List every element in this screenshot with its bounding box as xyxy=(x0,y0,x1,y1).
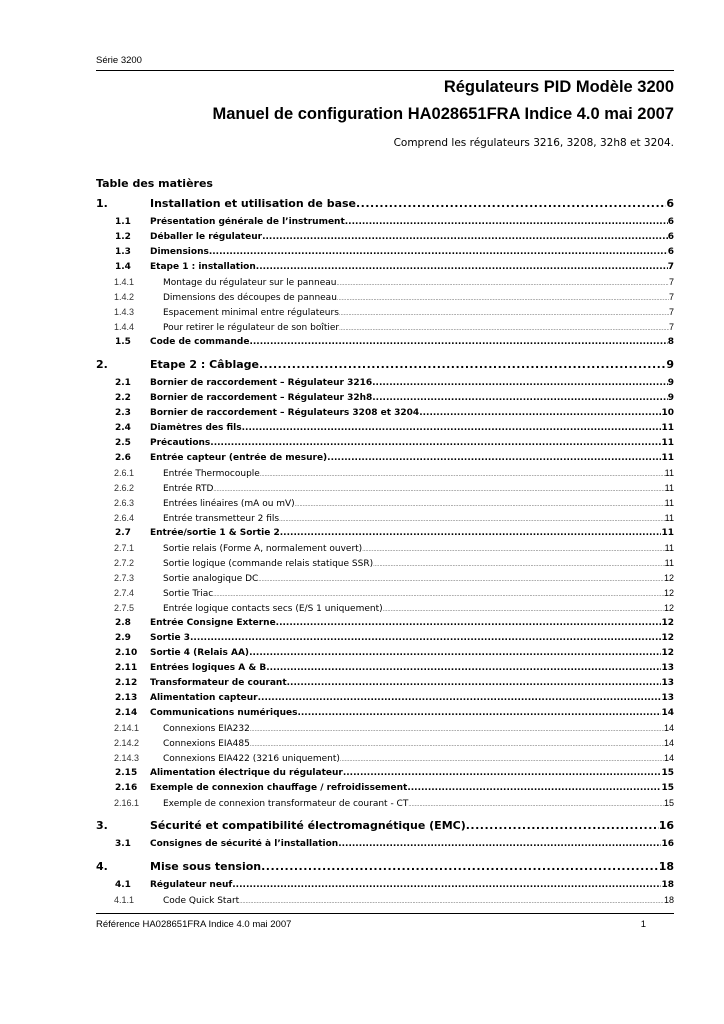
toc-entry-number: 1.5 xyxy=(115,337,131,347)
toc-entry-label: Exemple de connexion transformateur de courant - CT xyxy=(163,799,409,809)
toc-entry-2-14-2[interactable] xyxy=(96,738,674,752)
toc-entry-label: Installation et utilisation de base xyxy=(150,197,356,210)
toc-entry-label: Code de commande xyxy=(150,337,250,347)
toc-entry-number: 2.9 xyxy=(115,633,131,643)
toc-entry-page: 7 xyxy=(668,292,674,302)
toc-entry-label: Etape 2 : Câblage xyxy=(150,358,259,371)
toc-entry-2-11[interactable] xyxy=(96,663,674,677)
toc-entry-page: 16 xyxy=(661,839,674,849)
toc-leader-dots xyxy=(261,860,659,873)
toc-entry-2-7-2[interactable] xyxy=(96,558,674,572)
header-divider xyxy=(96,70,674,71)
toc-entry-3[interactable] xyxy=(96,819,674,835)
toc-leader-dots xyxy=(239,899,664,905)
toc-entry-number: 1.3 xyxy=(115,247,131,257)
toc-entry-2-16-1[interactable] xyxy=(96,798,674,812)
toc-entry-number: 2.3 xyxy=(115,408,131,418)
toc-leader-dots xyxy=(343,768,662,778)
toc-entry-2-7-5[interactable] xyxy=(96,603,674,617)
footer-page-number: 1 xyxy=(640,919,646,930)
toc-entry-label: Espacement minimal entre régulateurs xyxy=(163,308,339,318)
toc-entry-2-5[interactable] xyxy=(96,438,674,452)
toc-entry-label: Sortie logique (commande relais statique SSR) xyxy=(163,559,374,569)
document-scope-note: Comprend les régulateurs 3216, 3208, 32h8 et 3204. xyxy=(393,137,674,149)
toc-entry-label: Entrée RTD xyxy=(163,484,214,494)
toc-leader-dots xyxy=(466,819,659,832)
toc-entry-page: 16 xyxy=(658,819,674,832)
toc-entry-number: 2.8 xyxy=(115,618,131,628)
toc-entry-page: 9 xyxy=(666,358,674,371)
toc-entry-page: 6 xyxy=(667,217,674,227)
toc-leader-dots xyxy=(407,783,661,793)
toc-entry-page: 8 xyxy=(667,337,674,347)
toc-entry-page: 11 xyxy=(664,558,674,568)
toc-leader-dots xyxy=(295,502,665,508)
toc-entry-page: 14 xyxy=(663,738,674,748)
series-header: Série 3200 xyxy=(96,55,142,66)
toc-entry-4[interactable] xyxy=(96,860,674,876)
document-title: Régulateurs PID Modèle 3200 xyxy=(443,78,674,96)
toc-entry-number: 2.15 xyxy=(115,768,138,778)
toc-entry-2-8[interactable] xyxy=(96,618,674,632)
toc-leader-dots xyxy=(372,378,668,388)
toc-entry-page: 7 xyxy=(668,307,674,317)
toc-leader-dots xyxy=(345,217,668,227)
toc-entry-2[interactable] xyxy=(96,358,674,374)
toc-entry-1-4-4[interactable] xyxy=(96,322,674,336)
toc-entry-label: Dimensions des découpes de panneau xyxy=(163,293,337,303)
toc-entry-label: Dimensions xyxy=(150,247,209,257)
toc-entry-2-6-3[interactable] xyxy=(96,498,674,512)
toc-leader-dots xyxy=(287,678,662,688)
toc-entry-2-16[interactable] xyxy=(96,783,674,797)
toc-entry-page: 9 xyxy=(667,393,674,403)
toc-entry-number: 1.4.4 xyxy=(114,322,135,332)
toc-entry-number: 4. xyxy=(96,860,108,873)
footer-divider xyxy=(96,913,674,914)
toc-leader-dots xyxy=(339,326,669,332)
toc-entry-label: Déballer le régulateur xyxy=(150,232,263,242)
toc-entry-label: Entrée transmetteur 2 fils xyxy=(163,514,280,524)
toc-entry-number: 1.1 xyxy=(115,217,131,227)
toc-entry-number: 3.1 xyxy=(115,839,131,849)
toc-entry-label: Présentation générale de l’instrument xyxy=(150,217,345,227)
toc-entry-label: Entrées logiques A & B xyxy=(150,663,267,673)
toc-leader-dots xyxy=(209,247,668,257)
toc-entry-number: 3. xyxy=(96,819,108,832)
toc-entry-page: 14 xyxy=(661,708,674,718)
toc-entry-1-2[interactable] xyxy=(96,232,674,246)
toc-entry-label: Précautions xyxy=(150,438,211,448)
toc-entry-page: 11 xyxy=(664,483,674,493)
toc-entry-label: Entrée Thermocouple xyxy=(163,469,260,479)
toc-entry-label: Connexions EIA485 xyxy=(163,739,250,749)
toc-entry-label: Bornier de raccordement – Régulateurs 3208 et 3204 xyxy=(150,408,420,418)
toc-entry-page: 12 xyxy=(661,648,674,658)
toc-leader-dots xyxy=(327,453,661,463)
toc-leader-dots xyxy=(259,358,666,371)
toc-entry-page: 13 xyxy=(661,663,674,673)
toc-entry-page: 18 xyxy=(658,860,674,873)
toc-entry-page: 11 xyxy=(661,438,674,448)
toc-entry-label: Entrée capteur (entrée de mesure) xyxy=(150,453,328,463)
toc-leader-dots xyxy=(419,408,661,418)
toc-entry-label: Bornier de raccordement – Régulateur 32h8 xyxy=(150,393,373,403)
toc-entry-label: Sortie 4 (Relais AA) xyxy=(150,648,250,658)
toc-entry-4-1[interactable] xyxy=(96,880,674,894)
toc-entry-2-6-2[interactable] xyxy=(96,483,674,497)
toc-entry-number: 2.5 xyxy=(115,438,131,448)
toc-leader-dots xyxy=(356,197,666,210)
toc-entry-number: 2.4 xyxy=(115,423,131,433)
toc-leader-dots xyxy=(266,663,661,673)
toc-entry-number: 2.6.1 xyxy=(114,468,135,478)
toc-entry-page: 13 xyxy=(661,693,674,703)
toc-entry-page: 11 xyxy=(664,498,674,508)
toc-entry-number: 2.12 xyxy=(115,678,138,688)
toc-entry-2-10[interactable] xyxy=(96,648,674,662)
toc-entry-page: 14 xyxy=(663,753,674,763)
toc-entry-2-14-3[interactable] xyxy=(96,753,674,767)
toc-leader-dots xyxy=(337,296,669,302)
toc-entry-label: Sortie Triac xyxy=(163,589,214,599)
toc-entry-number: 2.7.4 xyxy=(114,588,135,598)
toc-entry-number: 1.4.1 xyxy=(114,277,135,287)
toc-entry-number: 2.1 xyxy=(115,378,131,388)
toc-entry-label: Sortie 3 xyxy=(150,633,190,643)
toc-entry-number: 1.4 xyxy=(115,262,131,272)
toc-entry-page: 11 xyxy=(661,528,674,538)
toc-entry-1-4-2[interactable] xyxy=(96,292,674,306)
toc-entry-label: Connexions EIA422 (3216 uniquement) xyxy=(163,754,340,764)
toc-entry-label: Entrée/sortie 1 & Sortie 2 xyxy=(150,528,280,538)
toc-entry-number: 2.13 xyxy=(115,693,138,703)
toc-heading: Table des matières xyxy=(96,177,213,190)
toc-entry-label: Pour retirer le régulateur de son boîtier xyxy=(163,323,340,333)
toc-entry-3-1[interactable] xyxy=(96,839,674,853)
toc-entry-label: Alimentation capteur xyxy=(150,693,258,703)
toc-leader-dots xyxy=(373,562,665,568)
toc-entry-label: Entrée logique contacts secs (E/S 1 uniquement) xyxy=(163,604,383,614)
toc-leader-dots xyxy=(190,633,661,643)
toc-entry-page: 7 xyxy=(668,322,674,332)
toc-entry-number: 2.10 xyxy=(115,648,138,658)
toc-entry-label: Connexions EIA232 xyxy=(163,724,250,734)
toc-leader-dots xyxy=(256,262,668,272)
toc-entry-2-13[interactable] xyxy=(96,693,674,707)
toc-entry-number: 2.7.1 xyxy=(114,543,135,553)
toc-entry-label: Transformateur de courant xyxy=(150,678,287,688)
toc-entry-number: 4.1 xyxy=(115,880,131,890)
toc-entry-2-4[interactable] xyxy=(96,423,674,437)
toc-entry-page: 11 xyxy=(661,423,674,433)
toc-entry-2-3[interactable] xyxy=(96,408,674,422)
toc-leader-dots xyxy=(262,232,668,242)
toc-entry-page: 15 xyxy=(661,768,674,778)
toc-entry-2-2[interactable] xyxy=(96,393,674,407)
toc-entry-number: 2.11 xyxy=(115,663,138,673)
document-subtitle-manual: Manuel de configuration HA028651FRA Indice 4.0 mai 2007 xyxy=(212,105,674,123)
toc-entry-number: 1. xyxy=(96,197,108,210)
toc-entry-1-4-1[interactable] xyxy=(96,277,674,291)
toc-entry-page: 6 xyxy=(666,197,674,210)
toc-entry-number: 1.2 xyxy=(115,232,131,242)
toc-entry-number: 2.16.1 xyxy=(114,798,140,808)
toc-leader-dots xyxy=(383,607,664,613)
toc-leader-dots xyxy=(408,802,664,808)
toc-leader-dots xyxy=(260,472,665,478)
toc-entry-2-14-1[interactable] xyxy=(96,723,674,737)
toc-entry-2-7-4[interactable] xyxy=(96,588,674,602)
toc-entry-page: 12 xyxy=(663,603,674,613)
toc-entry-page: 15 xyxy=(663,798,674,808)
toc-entry-1-1[interactable] xyxy=(96,217,674,231)
toc-entry-label: Communications numériques xyxy=(150,708,298,718)
toc-leader-dots xyxy=(362,547,664,553)
toc-entry-page: 12 xyxy=(661,633,674,643)
toc-entry-page: 14 xyxy=(663,723,674,733)
toc-entry-page: 7 xyxy=(667,262,674,272)
toc-entry-label: Sécurité et compatibilité électromagnétique (EMC) xyxy=(150,819,466,832)
toc-entry-page: 18 xyxy=(663,895,674,905)
toc-entry-label: Montage du régulateur sur le panneau xyxy=(163,278,337,288)
toc-entry-2-7-3[interactable] xyxy=(96,573,674,587)
toc-entry-label: Entrées linéaires (mA ou mV) xyxy=(163,499,295,509)
footer-reference: Référence HA028651FRA Indice 4.0 mai 2007 xyxy=(96,919,292,930)
toc-entry-page: 15 xyxy=(661,783,674,793)
toc-entry-2-15[interactable] xyxy=(96,768,674,782)
toc-entry-page: 12 xyxy=(663,588,674,598)
toc-leader-dots xyxy=(258,693,662,703)
toc-leader-dots xyxy=(232,880,661,890)
toc-leader-dots xyxy=(249,648,661,658)
toc-leader-dots xyxy=(210,438,661,448)
toc-entry-page: 13 xyxy=(661,678,674,688)
toc-entry-2-7[interactable] xyxy=(96,528,674,542)
toc-leader-dots xyxy=(280,528,662,538)
toc-entry-1-4-3[interactable] xyxy=(96,307,674,321)
toc-entry-page: 6 xyxy=(667,247,674,257)
toc-entry-page: 18 xyxy=(661,880,674,890)
toc-entry-1-4[interactable] xyxy=(96,262,674,276)
toc-entry-1[interactable] xyxy=(96,197,674,213)
toc-entry-4-1-1[interactable] xyxy=(96,895,674,909)
toc-entry-number: 2.6.4 xyxy=(114,513,135,523)
toc-leader-dots xyxy=(372,393,667,403)
toc-entry-label: Régulateur neuf xyxy=(150,880,233,890)
toc-leader-dots xyxy=(250,727,664,733)
toc-entry-label: Bornier de raccordement – Régulateur 3216 xyxy=(150,378,373,388)
toc-entry-2-12[interactable] xyxy=(96,678,674,692)
toc-entry-number: 2.6.2 xyxy=(114,483,135,493)
toc-leader-dots xyxy=(213,592,664,598)
toc-entry-label: Etape 1 : installation xyxy=(150,262,256,272)
toc-entry-number: 1.4.3 xyxy=(114,307,135,317)
toc-entry-number: 2.14.1 xyxy=(114,723,140,733)
toc-entry-number: 2.14.3 xyxy=(114,753,140,763)
toc-entry-1-3[interactable] xyxy=(96,247,674,261)
toc-entry-number: 1.4.2 xyxy=(114,292,135,302)
toc-entry-number: 2.6.3 xyxy=(114,498,135,508)
toc-entry-label: Alimentation électrique du régulateur xyxy=(150,768,343,778)
toc-leader-dots xyxy=(242,423,662,433)
toc-entry-page: 12 xyxy=(663,573,674,583)
toc-entry-label: Sortie relais (Forme A, normalement ouvert) xyxy=(163,544,363,554)
toc-entry-2-6[interactable] xyxy=(96,453,674,467)
toc-entry-page: 6 xyxy=(667,232,674,242)
toc-entry-2-6-4[interactable] xyxy=(96,513,674,527)
toc-entry-2-9[interactable] xyxy=(96,633,674,647)
toc-leader-dots xyxy=(213,487,664,493)
toc-entry-2-14[interactable] xyxy=(96,708,674,722)
toc-leader-dots xyxy=(339,311,669,317)
toc-entry-number: 2.14 xyxy=(115,708,138,718)
toc-leader-dots xyxy=(336,281,669,287)
toc-entry-2-7-1[interactable] xyxy=(96,543,674,557)
toc-entry-label: Exemple de connexion chauffage / refroidissement xyxy=(150,783,408,793)
toc-entry-1-5[interactable] xyxy=(96,337,674,351)
toc-entry-page: 11 xyxy=(664,468,674,478)
toc-entry-label: Mise sous tension xyxy=(150,860,262,873)
toc-entry-2-6-1[interactable] xyxy=(96,468,674,482)
toc-entry-number: 4.1.1 xyxy=(114,895,135,905)
toc-entry-label: Consignes de sécurité à l’installation xyxy=(150,839,339,849)
toc-entry-2-1[interactable] xyxy=(96,378,674,392)
toc-entry-number: 2.6 xyxy=(115,453,131,463)
toc-leader-dots xyxy=(340,757,664,763)
toc-entry-page: 7 xyxy=(668,277,674,287)
toc-entry-label: Diamètres des fils xyxy=(150,423,242,433)
toc-entry-number: 2.16 xyxy=(115,783,138,793)
toc-entry-page: 12 xyxy=(661,618,674,628)
toc-leader-dots xyxy=(297,708,661,718)
toc-entry-number: 2.2 xyxy=(115,393,131,403)
toc-leader-dots xyxy=(250,742,664,748)
toc-entry-label: Sortie analogique DC xyxy=(163,574,259,584)
toc-entry-number: 2.7.2 xyxy=(114,558,135,568)
toc-leader-dots xyxy=(276,618,662,628)
toc-leader-dots xyxy=(258,577,664,583)
toc-entry-page: 11 xyxy=(664,543,674,553)
toc-entry-label: Code Quick Start xyxy=(163,896,240,906)
toc-entry-page: 10 xyxy=(661,408,674,418)
toc-entry-page: 11 xyxy=(664,513,674,523)
toc-entry-number: 2. xyxy=(96,358,108,371)
toc-leader-dots xyxy=(249,337,667,347)
toc-entry-number: 2.7.5 xyxy=(114,603,135,613)
toc-leader-dots xyxy=(338,839,661,849)
toc-entry-number: 2.14.2 xyxy=(114,738,140,748)
toc-entry-page: 11 xyxy=(661,453,674,463)
toc-entry-number: 2.7.3 xyxy=(114,573,135,583)
toc-entry-number: 2.7 xyxy=(115,528,131,538)
toc-entry-page: 9 xyxy=(667,378,674,388)
toc-entry-label: Entrée Consigne Externe xyxy=(150,618,276,628)
toc-leader-dots xyxy=(279,517,665,523)
